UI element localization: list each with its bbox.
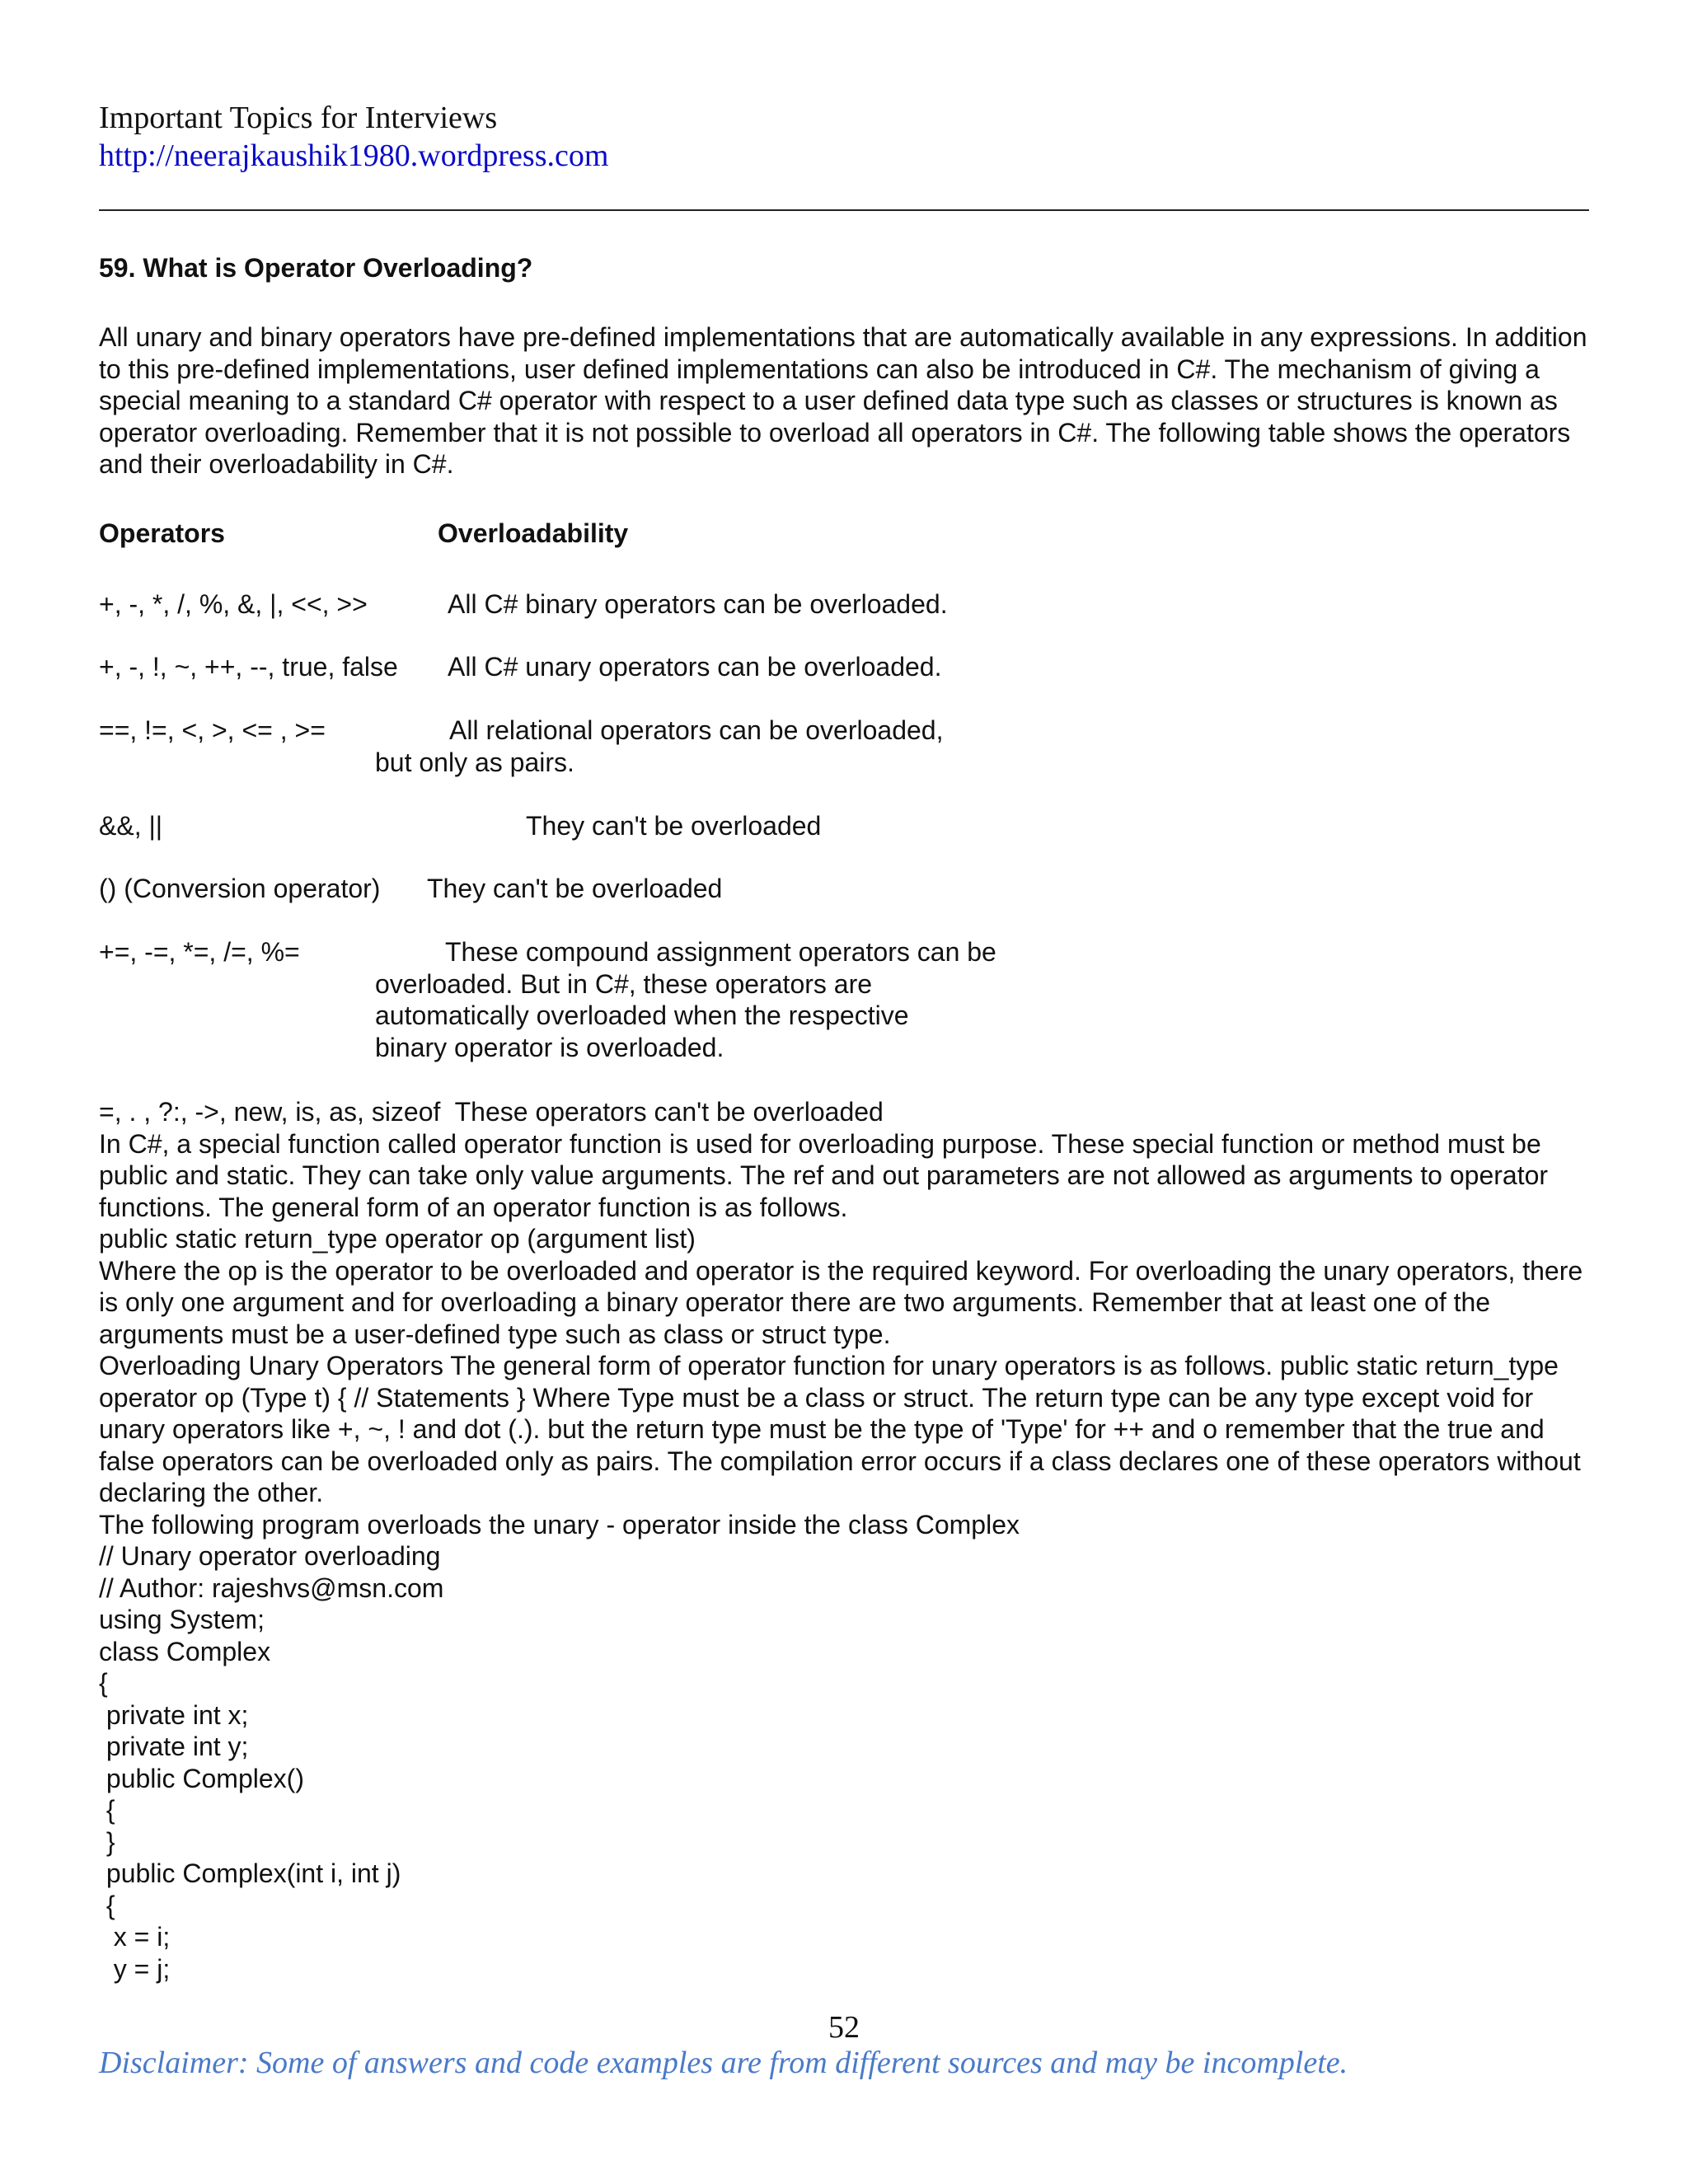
body-content [99,1096,1591,1985]
table-header-operators: Operators [99,518,225,548]
program-intro-line: The following program overloads the unary - operator inside the class Complex [99,1509,1020,1540]
header-divider [99,209,1589,211]
overloadability-cell: All C# unary operators can be overloaded. [448,652,942,682]
operators-cell: () (Conversion operator) [99,874,381,903]
where-op-paragraph: Where the op is the operator to be overloaded and operator is the required keyword. For overloading the unary operators, there is only one argument and for overloading a binary operator there are two arguments. Remember that at least one of the arguments must be a user-defined type such as class or struct type. [99,1255,1583,1349]
header-url-link[interactable]: http://neerajkaushik1980.wordpress.com [99,138,609,173]
code-line: { [99,1890,115,1920]
operators-cell: &&, || [99,811,163,841]
code-line: using System; [99,1605,265,1634]
code-line: private int y; [99,1732,249,1761]
header-title: Important Topics for Interviews [99,101,498,135]
overloadability-cell: These compound assignment operators can be [445,937,996,967]
overloadability-cell: All C# binary operators can be overloaded. [448,589,948,619]
code-block [99,1540,1591,1985]
non-overloadable-line: =, . , ?:, ->, new, is, as, sizeof These operators can't be overloaded [99,1097,884,1127]
table-header-overloadability: Overloadability [438,518,629,548]
footer-disclaimer: Disclaimer: Some of answers and code examples are from different sources and may be incomplete. [99,2046,1348,2080]
operators-cell: +=, -=, *=, /=, %= [99,937,300,967]
overloadability-cell: All relational operators can be overloaded, [449,715,944,745]
code-line: public Complex(int i, int j) [99,1858,401,1888]
code-line: { [99,1795,115,1825]
operators-cell: +, -, !, ~, ++, --, true, false [99,652,398,682]
code-line: // Author: rajeshvs@msn.com [99,1572,444,1603]
code-line: class Complex [99,1636,271,1666]
code-line: y = j; [99,1953,171,1984]
code-line: // Unary operator overloading [99,1541,441,1571]
code-line: { [99,1668,108,1698]
overloadability-cell: They can't be overloaded [427,874,723,903]
page-number: 52 [828,2010,860,2045]
intro-paragraph: All unary and binary operators have pre-defined implementations that are automatically available in any expressions. In addition to this pre-defined implementations, user defined implementations can also be introduced in C#. The mechanism of giving a special meaning to a standard C# operator with respect to a user defined data type such as classes or structures is known as operator overloading. Remember that it is not possible to overload all operators in C#. The following table shows the operators and their overloadability in C#. [99,322,1587,479]
overloadability-continuation: overloaded. But in C#, these operators are automatically overloaded when the respective binary operator is overloaded. [375,968,909,1062]
overloadability-continuation: but only as pairs. [375,747,574,777]
overloadability-cell: They can't be overloaded [526,811,822,841]
question-heading: 59. What is Operator Overloading? [99,253,533,283]
operator-function-paragraph: In C#, a special function called operator function is used for overloading purpose. These special function or method must be public and static. They can take only value arguments. The ref and out parameters are not allowed as arguments to operator functions. The general form of an operator function is as follows. [99,1128,1549,1222]
code-line: public Complex() [99,1763,304,1793]
code-line: private int x; [99,1699,249,1730]
code-line: } [99,1826,115,1857]
code-line: x = i; [99,1922,171,1952]
operators-cell: +, -, *, /, %, &, |, <<, >> [99,589,368,619]
operators-cell: ==, !=, <, >, <= , >= [99,715,326,745]
unary-form-paragraph: Overloading Unary Operators The general form of operator function for unary operators is as follows. public static return_type operator op (Type t) { // Statements } Where Type must be a class or struct. The return type can be any type except void for unary operators like +, ~, ! and dot (.). but the return type must be the type of 'Type' for ++ and o remember that the true and false operators can be overloaded only as pairs. The compilation error occurs if a class declares one of these operators without declaring the other. [99,1351,1581,1507]
general-form-line: public static return_type operator op (argument list) [99,1224,696,1254]
